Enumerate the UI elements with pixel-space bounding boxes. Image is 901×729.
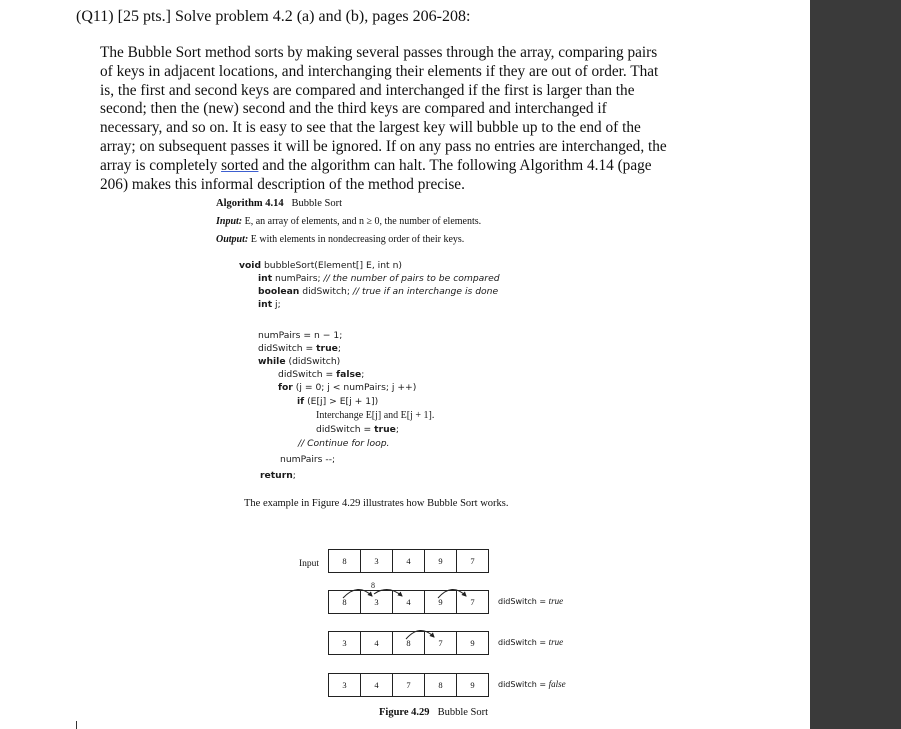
switch-label: didSwitch = xyxy=(498,638,549,647)
array-cell: 8 xyxy=(329,591,361,613)
switch-label: didSwitch = xyxy=(498,597,549,606)
input-text: E, an array of elements, and n ≥ 0, the number of elements. xyxy=(244,216,482,227)
paragraph-text: and the algorithm can halt. The following Algorithm 4.14 (page xyxy=(258,156,652,174)
code-text: didSwitch = xyxy=(278,369,337,380)
array-cell: 3 xyxy=(361,550,393,572)
code-keyword: int xyxy=(258,299,273,310)
code-text: (j = 0; j < numPairs; j ++) xyxy=(292,382,417,393)
caption-text: Bubble Sort xyxy=(437,707,489,718)
array-cell: 9 xyxy=(470,680,475,690)
paragraph-text: array is completely xyxy=(100,156,222,174)
code-text: (didSwitch) xyxy=(285,356,341,367)
code-text: didSwitch; xyxy=(299,286,353,297)
switch-value: true xyxy=(548,596,564,606)
array-cell: 7 xyxy=(470,597,475,607)
switch-value: true xyxy=(548,637,564,647)
code-text: (E[j] > E[j + 1]) xyxy=(304,396,379,407)
swap-arrow xyxy=(374,589,402,596)
output-text: E with elements in nondecreasing order of their keys. xyxy=(250,234,465,245)
code-text: ; xyxy=(395,424,399,435)
code-keyword: int xyxy=(258,273,273,284)
array-cell: 7 xyxy=(470,556,475,566)
array-cell: 8 xyxy=(425,674,457,696)
code-text: numPairs; xyxy=(272,273,324,284)
switch-status xyxy=(498,596,563,606)
sorted-link[interactable]: sorted xyxy=(221,156,259,174)
switch-status xyxy=(498,679,566,689)
question-heading: (Q11) [25 pts.] Solve problem 4.2 (a) and (b), pages 206-208: xyxy=(76,8,471,25)
swap-arrow xyxy=(406,630,434,639)
output-key: Output: xyxy=(216,234,249,245)
text-cursor xyxy=(76,721,77,729)
code-keyword: while xyxy=(258,356,286,367)
swap-arrow xyxy=(438,589,466,598)
code-keyword: true xyxy=(316,343,338,354)
caption-label: Figure 4.29 xyxy=(379,707,430,718)
code-text: didSwitch = xyxy=(316,424,375,435)
array-cell: 8 xyxy=(329,550,361,572)
code-keyword: if xyxy=(297,396,305,407)
array-cell: 8 xyxy=(393,632,425,654)
paragraph-line: is, the first and second keys are compared and interchanged if the first is larger than the xyxy=(100,81,635,99)
code-line: numPairs --; xyxy=(280,454,336,465)
code-comment: // true if an interchange is done xyxy=(352,286,499,297)
switch-value: false xyxy=(548,679,566,689)
array-cell: 3 xyxy=(361,591,393,613)
code-line: numPairs = n − 1; xyxy=(258,330,343,341)
array-cell: 7 xyxy=(393,674,425,696)
code-text: ; xyxy=(337,343,341,354)
code-keyword: true xyxy=(374,424,396,435)
code-text: ; xyxy=(361,369,365,380)
paragraph-line: second; then the (new) second and the third keys are compared and interchanged if xyxy=(100,100,607,118)
input-label: Input xyxy=(299,559,320,569)
example-sentence: The example in Figure 4.29 illustrates how Bubble Sort works. xyxy=(244,498,509,509)
swap-arrow xyxy=(343,589,372,598)
code-comment: // Continue for loop. xyxy=(298,438,390,449)
code-keyword: return xyxy=(260,470,293,481)
paragraph-line: The Bubble Sort method sorts by making several passes through the array, comparing pairs xyxy=(100,44,658,61)
switch-label: didSwitch = xyxy=(498,680,549,689)
array-cell: 7 xyxy=(425,632,457,654)
array-cell: 3 xyxy=(329,674,361,696)
code-keyword: for xyxy=(278,382,293,393)
input-key: Input: xyxy=(216,216,243,227)
array-cell: 9 xyxy=(470,638,475,648)
array-cell: 9 xyxy=(425,550,457,572)
moving-key-label: 8 xyxy=(371,581,375,590)
array-cell: 4 xyxy=(361,674,393,696)
code-keyword: boolean xyxy=(258,286,300,297)
code-text: j; xyxy=(272,299,281,310)
array-cell: 9 xyxy=(425,591,457,613)
array-cell: 4 xyxy=(361,632,393,654)
paragraph-line: of keys in adjacent locations, and interchanging their elements if they are out of order. That xyxy=(100,62,659,80)
code-text: bubbleSort(Element[] E, int n) xyxy=(261,260,402,271)
paragraph-line: necessary, and so on. It is easy to see that the largest key will bubble up to the end of the xyxy=(100,119,641,137)
code-comment: // the number of pairs to be compared xyxy=(323,273,500,284)
paragraph-line: array; on subsequent passes it will be ignored. If on any pass no entries are interchanged, the xyxy=(100,137,667,155)
figure-caption xyxy=(379,707,488,718)
array-cell: 4 xyxy=(393,591,425,613)
code-text: ; xyxy=(292,470,296,481)
code-text: didSwitch = xyxy=(258,343,317,354)
algorithm-name: Bubble Sort xyxy=(291,198,343,209)
code-keyword: false xyxy=(336,369,362,380)
array-cell: 4 xyxy=(393,550,425,572)
paragraph-line: 206) makes this informal description of the method precise. xyxy=(100,175,465,193)
code-text: Interchange E[j] and E[j + 1]. xyxy=(316,410,435,421)
algorithm-label: Algorithm 4.14 xyxy=(216,198,284,209)
array-cell: 3 xyxy=(329,632,361,654)
code-keyword: void xyxy=(239,260,262,271)
switch-status xyxy=(498,637,563,647)
